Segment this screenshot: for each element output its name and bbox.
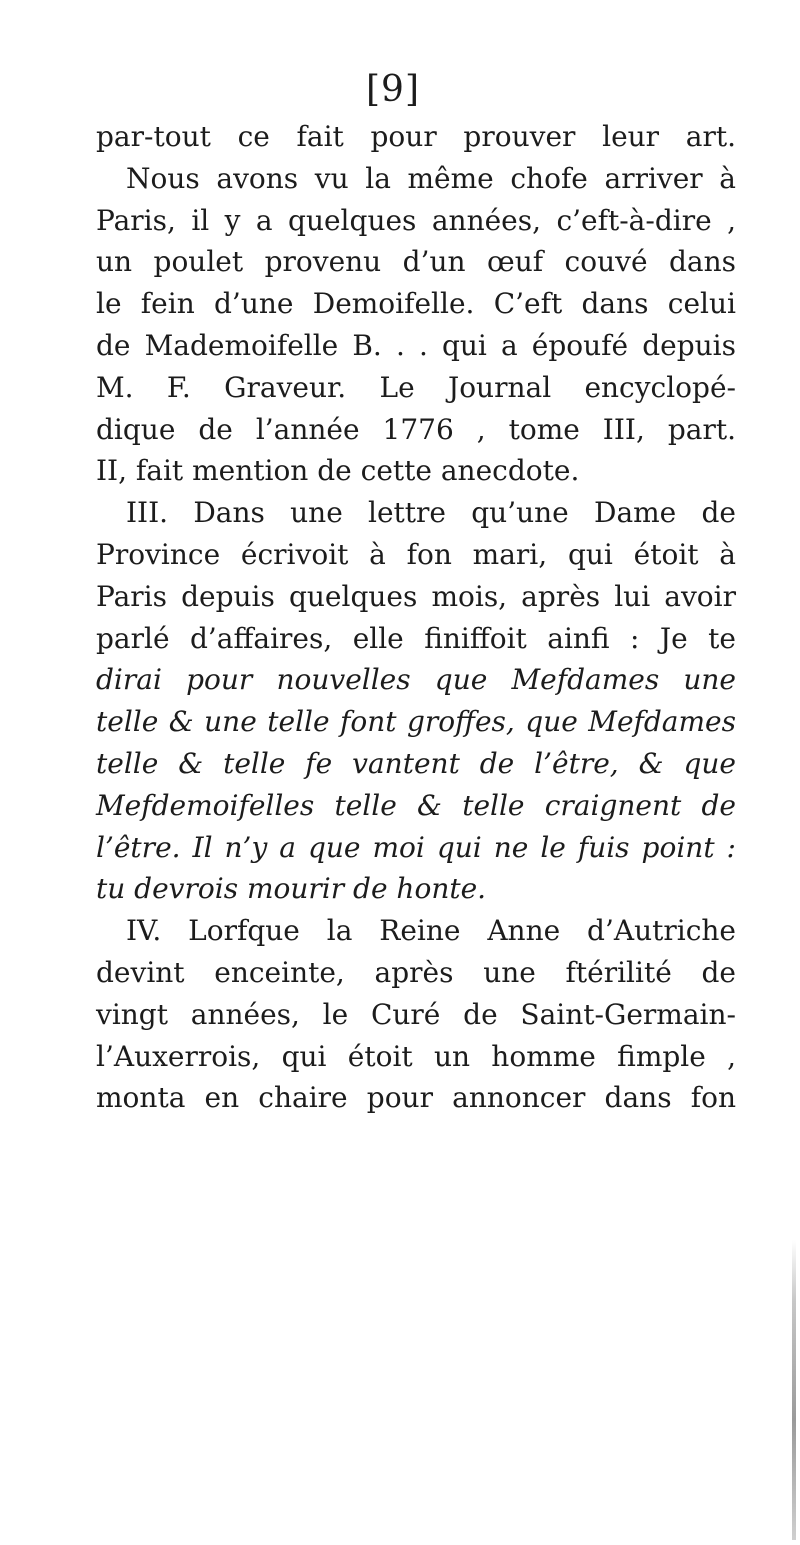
text-line: devint enceinte, après une ftérilité de [96,955,736,989]
text-line: Province écrivoit à fon mari, qui étoit à [96,537,736,571]
text-line: par-tout ce fait pour prouver leur art. [96,120,736,153]
text-line: de Mademoifelle B. . . qui a époufé depuis [96,328,736,362]
text-line: Paris depuis quelques mois, après lui avoir [96,579,736,613]
text-line: dirai pour nouvelles que Mefdames une [96,663,736,697]
text-line: dique de l’année 1776 , tome III, part. [96,412,736,446]
text-line: telle & une telle font groffes, que Mefdames [96,705,736,739]
page-number: [9] [366,69,420,110]
text-line: le fein d’une Demoifelle. C’eft dans celui [96,287,736,321]
text-line: parlé d’affaires, elle finiffoit ainfi : Je te [96,621,736,655]
body-text [96,116,736,1119]
page-edge-shadow [792,1240,796,1540]
text-line: III. Dans une lettre qu’une Dame de [126,496,736,530]
text-line: l’être. Il n’y a que moi qui ne le fuis point : [96,830,736,864]
text-line: II, fait mention de cette anecdote. [96,454,580,488]
text-line: M. F. Graveur. Le Journal encyclopé- [96,370,736,404]
text-line: Paris, il y a quelques années, c’eft-à-dire , [96,203,736,237]
text-line: telle & telle fe vantent de l’être, & que [96,746,736,780]
text-line: IV. Lorfque la Reine Anne d’Autriche [126,914,736,948]
text-line: Mefdemoifelles telle & telle craignent de [96,788,736,822]
text-line: monta en chaire pour annoncer dans fon [96,1081,736,1115]
text-line: l’Auxerrois, qui étoit un homme fimple , [96,1039,736,1073]
text-line: un poulet provenu d’un œuf couvé dans [96,245,736,279]
text-line: vingt années, le Curé de Saint-Germain- [96,997,736,1031]
text-line: Nous avons vu la même chofe arriver à [126,161,736,195]
text-line: tu devrois mourir de honte. [96,872,487,906]
